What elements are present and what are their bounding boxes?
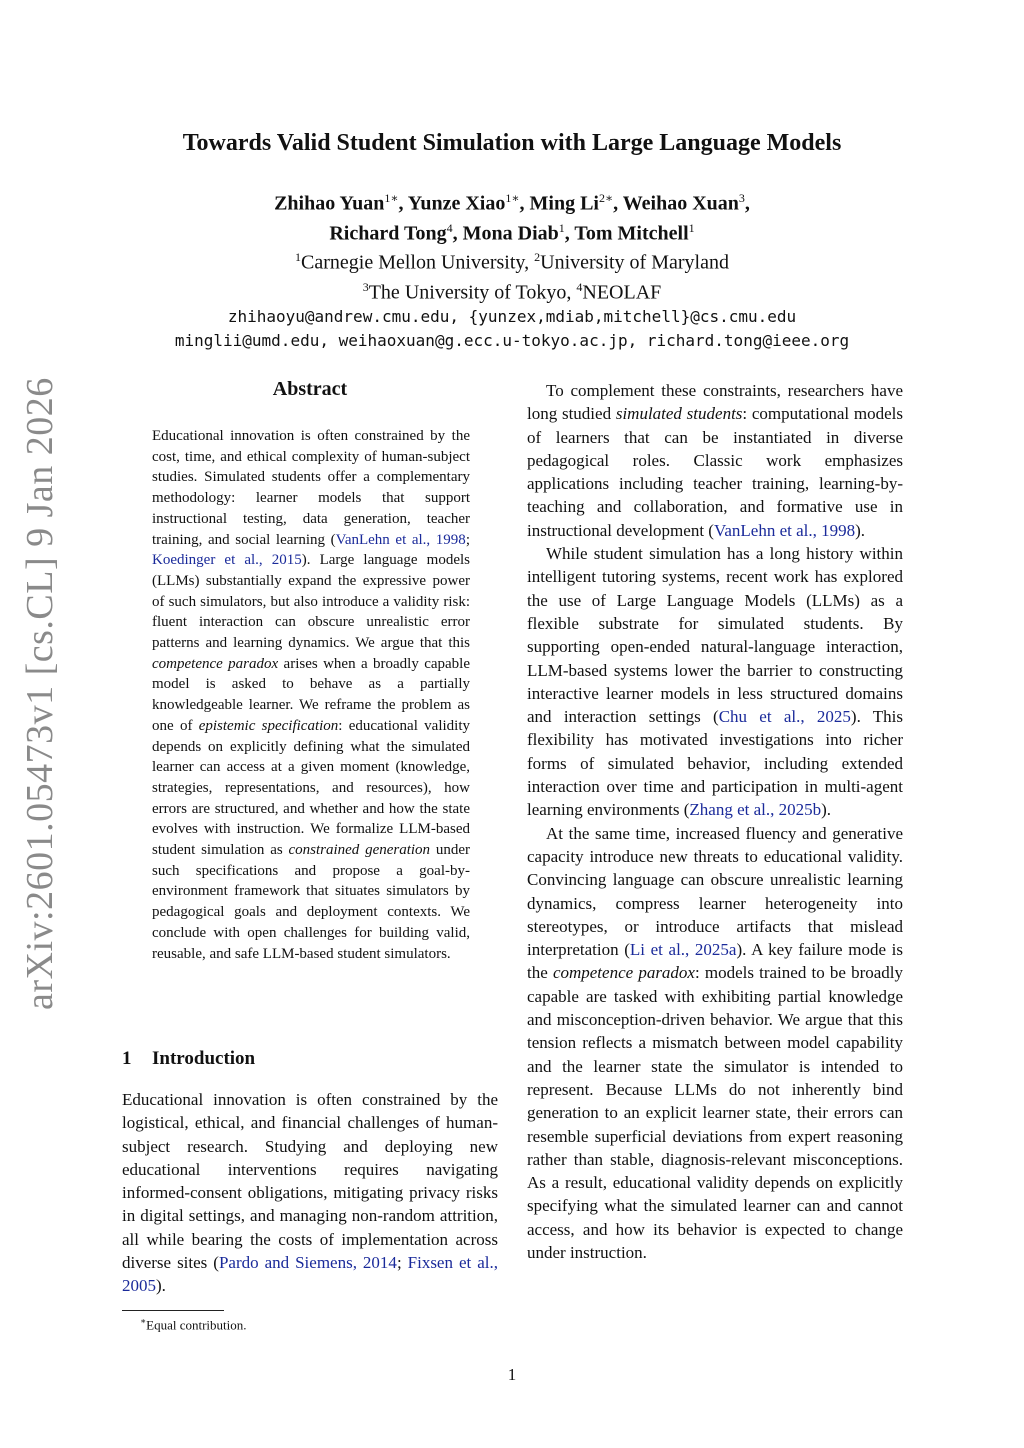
text-run: ).: [855, 520, 866, 540]
author-name: Ming Li: [529, 192, 599, 215]
page-number: 1: [507, 1365, 517, 1384]
email-link[interactable]: weihaoxuan@g.ecc.u-tokyo.ac.jp: [338, 330, 628, 350]
text-run: ;: [396, 1253, 408, 1273]
text-run: : computational models of learners that can be instantiated in diverse pedagogical roles. Classic work emphasizes applications including teacher training, learning-by-teaching and collaboration, and formative use in instructional development (: [527, 404, 903, 540]
body-paragraph: [527, 379, 903, 542]
footnote-mark: ∗: [140, 1316, 147, 1326]
emphasis-term: competence paradox: [552, 963, 695, 983]
text-run: ).: [821, 800, 832, 820]
footnote: [140, 1316, 247, 1333]
text-run: ). A key failure mode is the: [527, 940, 903, 983]
author-affiliation-mark: 4: [446, 220, 453, 235]
affiliation: NEOLAF: [582, 281, 662, 304]
citation-link[interactable]: Fixsen et al., 2005: [122, 1253, 498, 1296]
text-run: : models trained to be broadly capable are tasked with exhibiting partial knowledge and misconception-driven behavior. We argue that this tension reflects a mismatch between model capability and the learner state the simulator is intended to represent. Because LLMs do not inherently bind generation to an explicit learner state, their errors can resemble superficial deviations from expert reasoning rather than stable, diagnosis-relevant misconceptions. As a result, educational validity depends on explicitly specifying what the simulated learner can and cannot access, and how its behavior is expected to change under instruction.: [527, 963, 903, 1262]
section-title: Introduction: [152, 1048, 256, 1069]
author-name: Zhihao Yuan: [274, 192, 385, 215]
citation-link[interactable]: Zhang et al., 2025b: [689, 800, 822, 820]
author-affiliation-mark: 1∗: [384, 191, 399, 205]
abstract-heading: Abstract: [272, 378, 348, 400]
affiliation: University of Maryland: [540, 251, 729, 274]
text-run: ).: [156, 1276, 166, 1296]
citation-link[interactable]: Chu et al., 2025: [718, 707, 851, 727]
arxiv-identifier-stamp: arXiv:2601.05473v1 [cs.CL] 9 Jan 2026: [19, 377, 61, 1010]
citation-link[interactable]: VanLehn et al., 1998: [335, 531, 466, 548]
author-names: Zhihao Yuan$^{1∗}$, Yunze Xiao$^{1∗}$, Ming $Li^{2∗}$, Weihao Xuan$^3$, Richard Tong$^4$, Mona Diab$^1$, Tom Mitchell$^1$: [274, 191, 750, 245]
author-name: Yunze Xiao: [407, 192, 506, 215]
email-link[interactable]: {yunzex,mdiab,mitchell}@cs.cmu.edu: [468, 306, 797, 326]
author-name: Tom Mitchell: [574, 222, 689, 245]
affiliation-line: [0, 245, 1024, 275]
emphasis-term: constrained generation: [288, 842, 431, 859]
footnote-text: Equal contribution.: [146, 1317, 247, 1333]
text-run: under such specifications and propose a goal-by-environment framework that situates simulators by pedagogical goals and deployment contexts. We conclude with open challenges for building valid, reusable, and safe LLM-based student simulators.: [152, 842, 470, 962]
author-affiliation-mark: 2∗: [598, 191, 614, 205]
text-run: Educational innovation is often constrained by the cost, time, and ethical complexity of human-subject studies. Simulated students offer a complementary methodology: learner models that support instructional testing, data generation, teacher training, and social learning (: [152, 428, 470, 548]
text-run: While student simulation has a long history within intelligent tutoring systems, recent work has explored the use of Large Language Models (LLMs) as a flexible substrate for simulated students. By supporting open-ended natural-language interaction, LLM-based systems lower the barrier to constructing interactive learner models in less structured domains and interaction settings (: [527, 544, 903, 727]
author-block: [0, 186, 1024, 353]
email-line: minglii@umd.edu, weihaoxuan@g.ecc.u-tokyo.ac.jp, richard.tong@ieee.org: [174, 330, 850, 350]
author-affiliation-mark: 3: [738, 191, 745, 205]
text-run: At the same time, increased fluency and generative capacity introduce new threats to educational validity. Convincing language can obscure unrealistic learning dynamics, compress learner heterogeneity into stereotypes, or introduce artifacts that mislead interpretation (: [527, 823, 903, 960]
emphasis-term: simulated students: [615, 404, 743, 424]
affiliation: The University of Tokyo,: [368, 281, 577, 304]
emphasis-term: competence paradox: [152, 655, 279, 672]
citation-link[interactable]: Pardo and Siemens, 2014: [218, 1253, 397, 1273]
citation-link[interactable]: VanLehn et al., 1998: [713, 520, 856, 540]
affiliation-mark: 4: [576, 279, 583, 294]
text-run: ;: [465, 531, 470, 548]
author-name: Mona Diab: [462, 222, 559, 245]
citation-link[interactable]: Li et al., 2025a: [629, 940, 737, 960]
abstract-text: [152, 426, 470, 964]
paper-title: Towards Valid Student Simulation with Large Language Models: [182, 130, 842, 156]
text-run: arises when a broadly capable model is asked to behave as a partially knowledgeable learner. We reframe the problem as one of: [152, 655, 470, 734]
introduction-paragraph: [122, 1088, 498, 1298]
emphasis-term: epistemic specification: [198, 717, 339, 734]
email-line: zhihaoyu@andrew.cmu.edu, {yunzex,mdiab,mitchell}@cs.cmu.edu: [227, 306, 797, 326]
author-name: Weihao Xuan: [622, 192, 739, 215]
body-paragraph: [527, 822, 903, 1265]
affiliation-mark: 2: [534, 250, 541, 265]
affiliation: Carnegie Mellon University,: [301, 251, 535, 274]
affiliation-mark: 3: [362, 279, 369, 294]
affiliation-line: [0, 275, 1024, 305]
right-column: [527, 379, 903, 1264]
author-affiliation-mark: 1: [688, 220, 695, 235]
text-run: ). Large language models (LLMs) substantially expand the expressive power of such simulators, but also introduce a validity risk: fluent interaction can obscure unrealistic error patterns and learning dynamics. We argue that this: [152, 552, 470, 652]
affiliation-mark: 1: [295, 250, 302, 265]
text-run: : educational validity depends on explicitly defining what the simulated learner can access at a given moment (knowledge, strategies, representations, and resources), how errors are structured, and whether and how the state evolves with instruction. We formalize LLM-based student simulation as: [152, 717, 470, 859]
body-paragraph: [527, 542, 903, 822]
section-heading-introduction: [122, 1048, 502, 1070]
author-name: Richard Tong: [329, 222, 447, 245]
text-run: Educational innovation is often constrained by the logistical, ethical, and financial challenges of human-subject research. Studying and deploying new educational interventions requires navigating informed-consent obligations, mitigating privacy risks in digital settings, and managing non-random attrition, all while bearing the costs of implementation across diverse sites (: [122, 1090, 498, 1273]
author-affiliation-mark: 1: [558, 220, 565, 235]
text-run: To complement these constraints, researchers have long studied: [527, 381, 903, 424]
section-number: 1: [122, 1048, 132, 1069]
text-run: ). This flexibility has motivated investigations into richer forms of simulated behavior, including extended interaction over time and participation in multi-agent learning environments (: [527, 707, 904, 820]
author-affiliation-mark: 1∗: [505, 191, 520, 205]
citation-link[interactable]: Koedinger et al., 2015: [152, 552, 302, 569]
email-link[interactable]: minglii@umd.edu: [174, 330, 320, 350]
email-link[interactable]: richard.tong@ieee.org: [646, 330, 850, 350]
footnote-divider: [122, 1310, 224, 1311]
email-link[interactable]: zhihaoyu@andrew.cmu.edu: [227, 306, 450, 326]
